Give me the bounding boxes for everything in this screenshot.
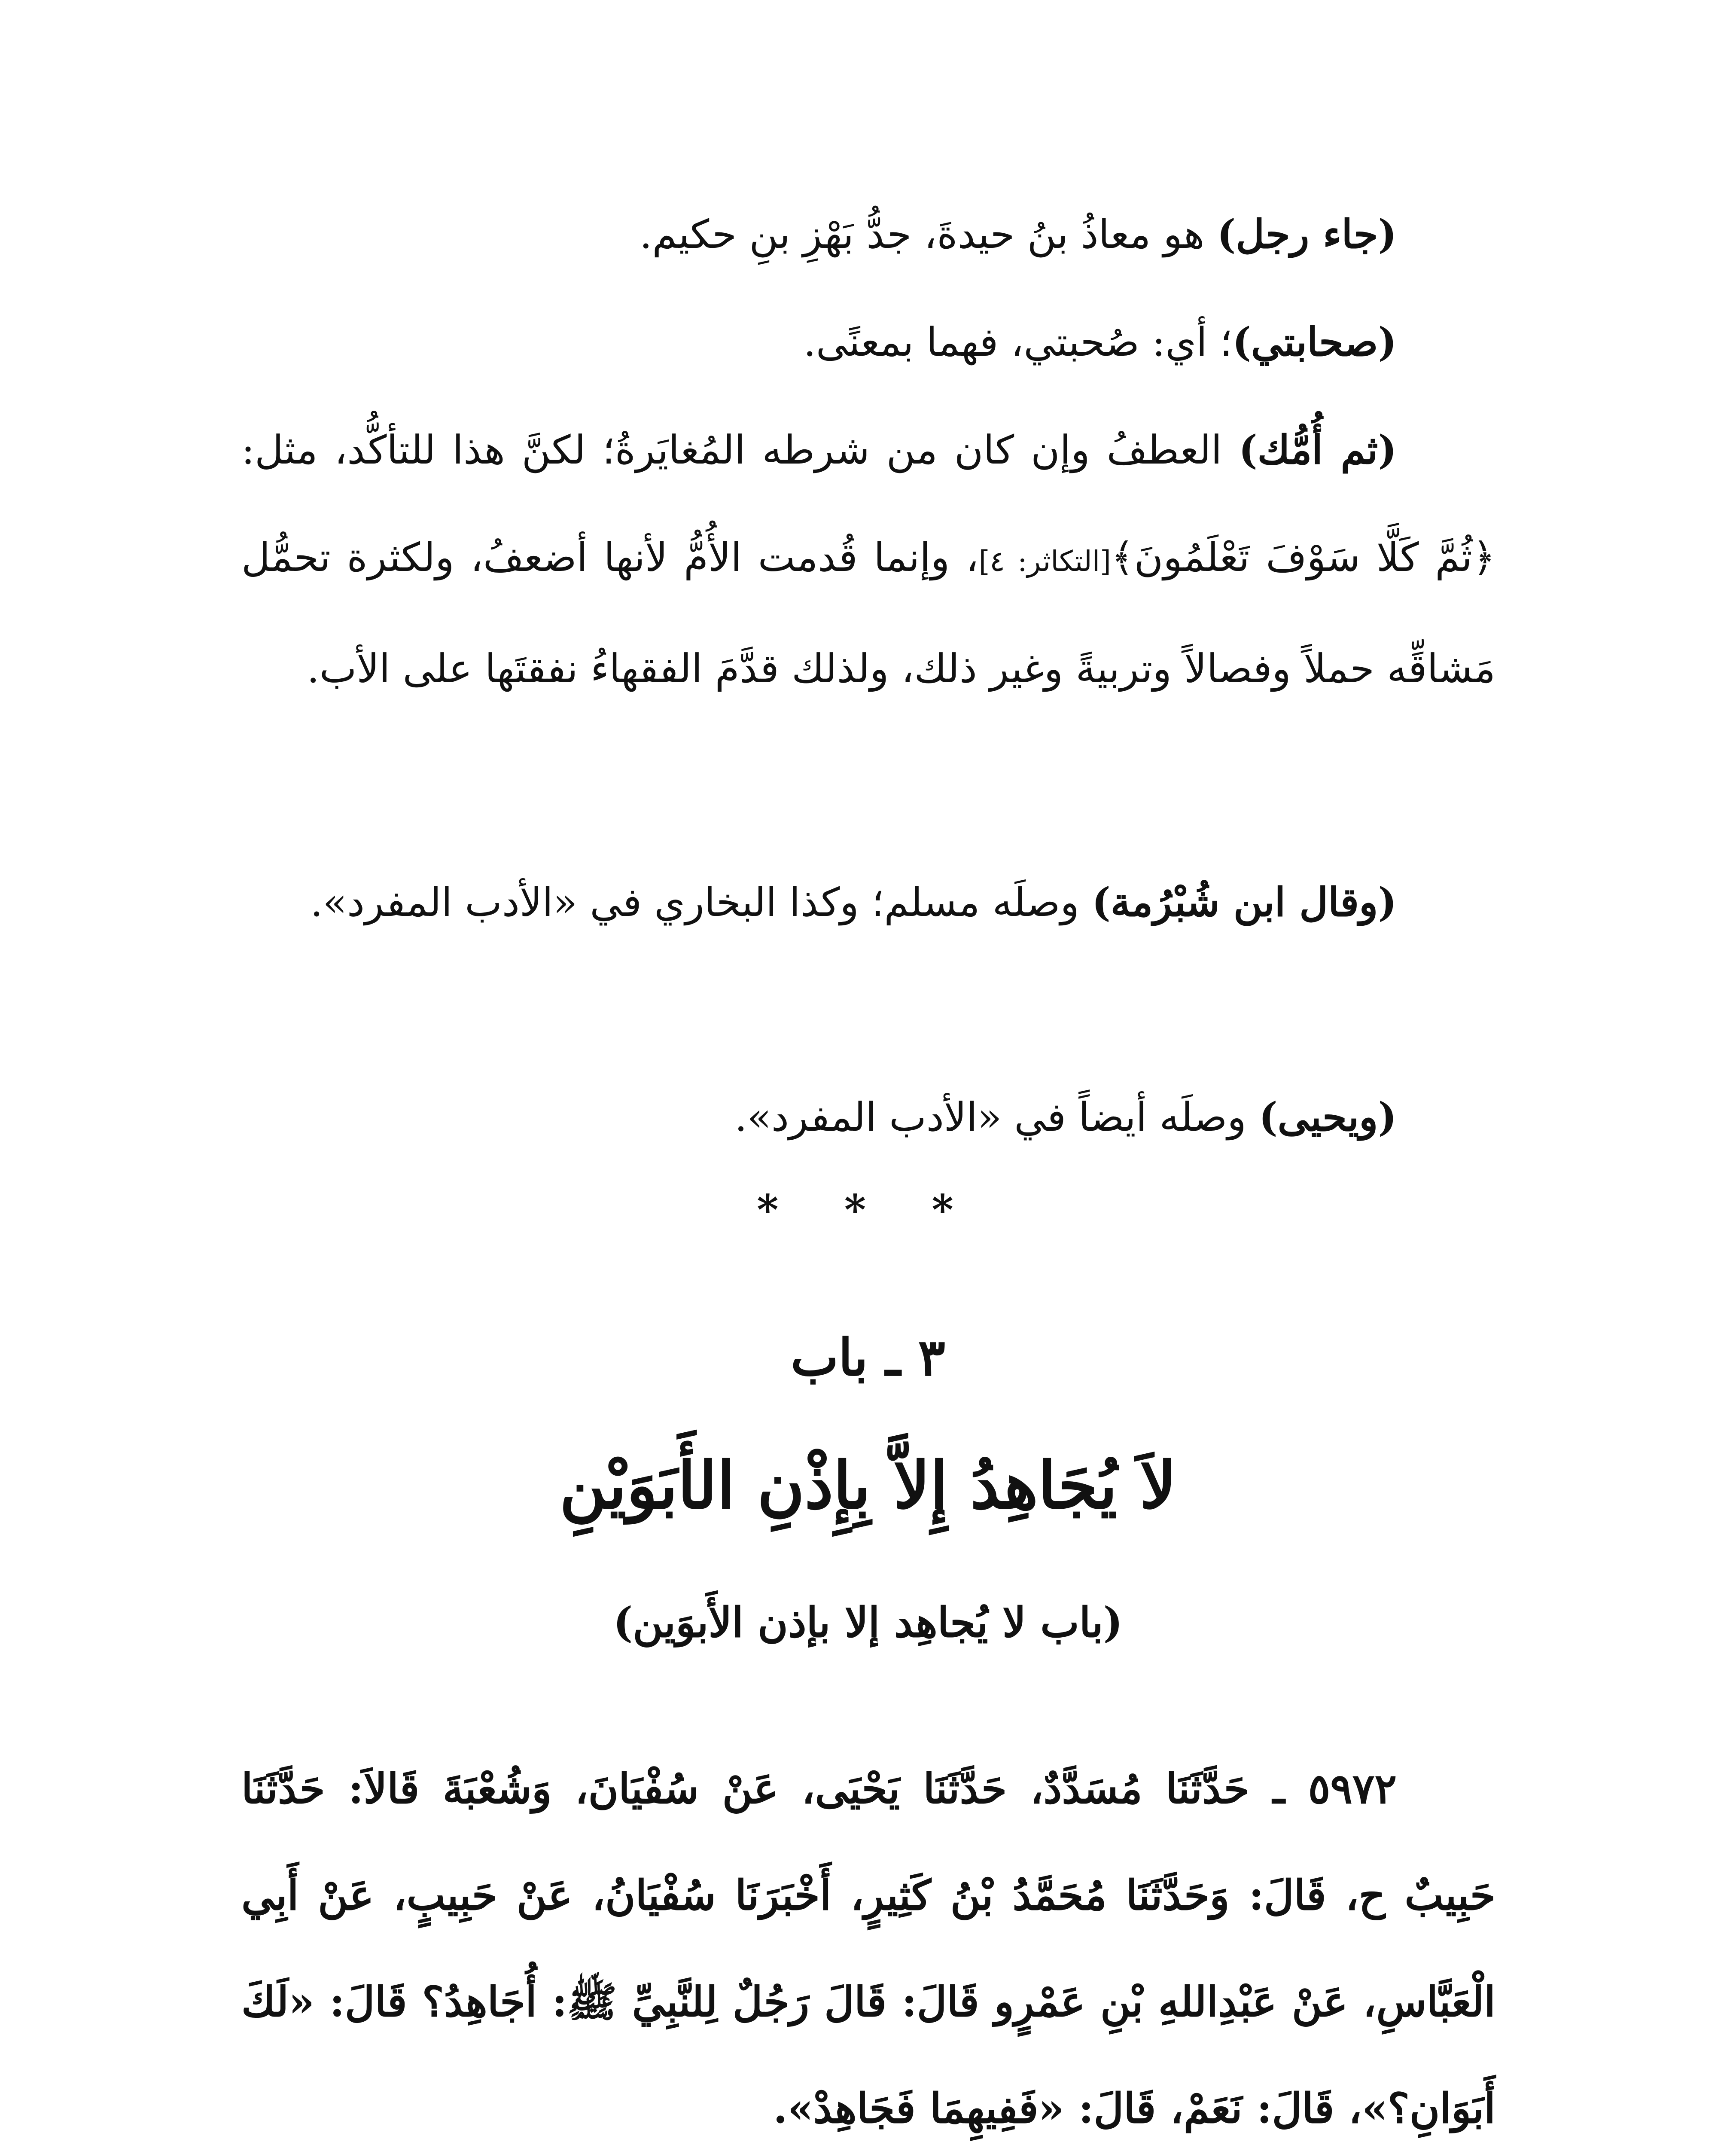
commentary-section — [241, 1063, 1495, 1171]
commentary-text: وصلَه أيضاً في «الأدب المفرد». — [734, 1094, 1259, 1140]
commentary-term: (ويحيى) — [1259, 1094, 1397, 1140]
chapter-subtitle: (باب لا يُجاهِد إلا بإذن الأَبوَين) — [613, 1598, 1123, 1647]
commentary-text: وصلَه مسلم؛ وكذا البخاري في «الأدب المفرد». — [310, 879, 1092, 925]
commentary-paragraph — [241, 180, 1495, 288]
commentary-term: (صحابتي) — [1232, 319, 1397, 365]
chapter-number: ٣ ـ باب — [790, 1327, 945, 1387]
commentary-paragraph — [241, 848, 1495, 956]
commentary-paragraph — [241, 288, 1495, 396]
commentary-term: (ثم أُمُّك) — [1239, 427, 1397, 473]
commentary-section — [241, 848, 1495, 956]
chapter-title: لاَ يُجَاهِدُ إِلاَّ بِإِذْنِ الأَبَوَيْنِ — [559, 1448, 1177, 1523]
section-separator: * * * — [757, 1186, 979, 1234]
hadith-text: ٥٩٧٢ ـ حَدَّثَنَا مُسَدَّدٌ، حَدَّثَنَا يَحْيَى، عَنْ سُفْيَانَ، وَشُعْبَةَ قَالاَ: حَدَّثَنَا حَبِيبٌ ح، قَالَ: وَحَدَّثَنَا مُحَمَّدُ بْنُ كَثِيرٍ، أَخْبَرَنَا سُفْيَانُ، عَنْ حَبِيبٍ، عَنْ أَبِي الْعَبَّاسِ، عَنْ عَبْدِاللهِ بْنِ عَمْرٍو قَالَ: قَالَ رَجُلٌ لِلنَّبِيِّ ﷺ: أُجَاهِدُ؟ قَالَ: «لَكَ أَبَوَانِ؟»، قَالَ: نَعَمْ، قَالَ: «فَفِيهِمَا فَجَاهِدْ». — [241, 1764, 1495, 2133]
commentary-text: العطفُ وإن كان من شرطه المُغايَرةُ؛ لكنَّ هذا للتأكُّد، مثل: ﴿ثُمَّ كَلَّا سَوْفَ تَعْلَمُونَ﴾ — [241, 427, 1496, 580]
commentary-paragraph — [241, 1063, 1495, 1171]
commentary-paragraph — [241, 396, 1495, 723]
commentary-term: (وقال ابن شُبْرُمة) — [1092, 879, 1397, 925]
commentary-section — [241, 180, 1495, 723]
commentary-text: ؛ أي: صُحبتي، فهما بمعنًى. — [803, 319, 1233, 365]
commentary-term: (جاء رجل) — [1217, 211, 1397, 257]
quran-reference: [التكاثر: ٤] — [978, 545, 1111, 578]
commentary-text: ، وإنما قُدمت الأُمُّ لأنها أضعفُ، ولكثرة تحمُّل مَشاقِّه حملاً وفصالاً وتربيةً وغير ذلك، ولذلك قدَّمَ الفقهاءُ نفقتَها على الأب. — [241, 534, 1495, 692]
commentary-text: هو معاذُ بنُ حيدةَ، جدُّ بَهْزِ بنِ حكيم. — [640, 211, 1217, 257]
hadith-section — [241, 1736, 1495, 2148]
